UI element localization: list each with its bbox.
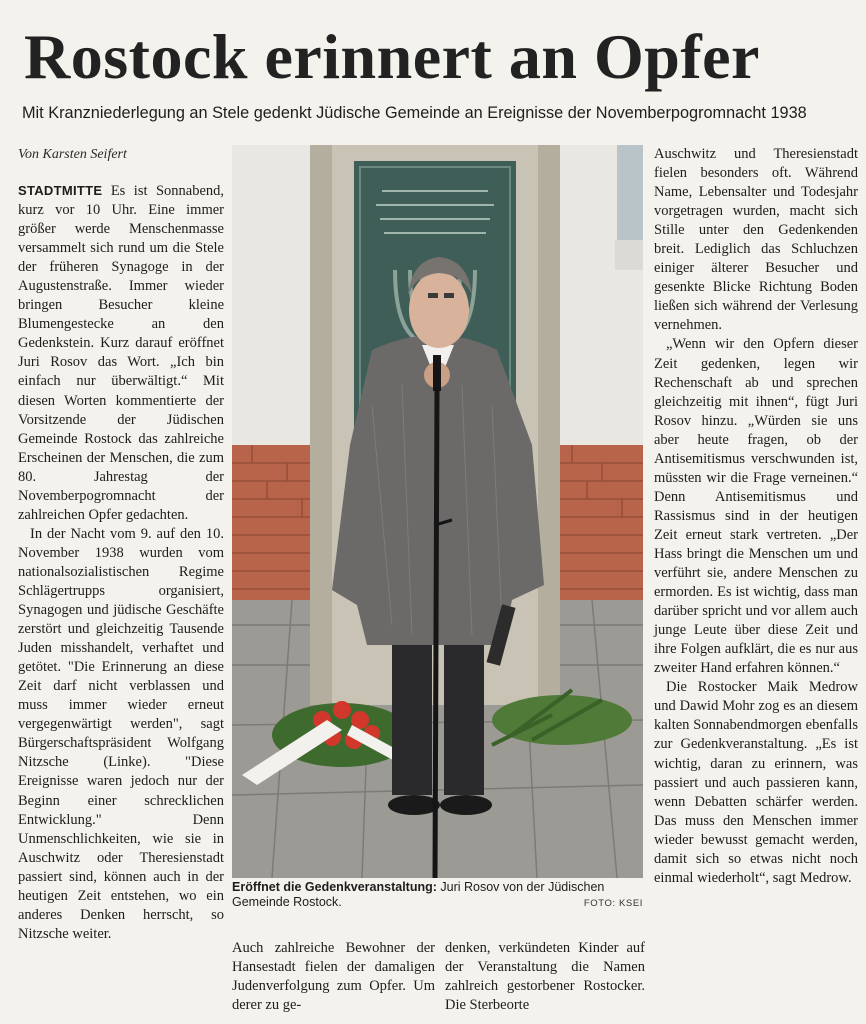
dateline: STADTMITTE	[18, 183, 103, 198]
article-column-3	[445, 939, 645, 1015]
photo-credit: FOTO: KSEI	[583, 898, 643, 909]
paragraph: Auschwitz und Theresienstadt fielen besonders oft. Während Name, Lebensalter und Todesjahr vorgetragen wurden, macht sich Stille unter den Gedenkenden breit. Lediglich das Schluchzen einiger älterer Besucher und gesenkte Blicke Richtung Boden ließen sich während der Verlesung vernehmen.	[654, 146, 858, 334]
article-column-4	[654, 145, 858, 888]
paragraph: Es ist Sonnabend, kurz vor 10 Uhr. Eine immer größer werde Menschenmasse versammelt sich rund um die Stele der früheren Synagoge in der Augustenstraße. Immer wieder bringen Besucher kleine Blumengestecke an den Gedenkstein. Kurz darauf eröffnet Juri Rosov das Wort. „Ich bin einfach nur überwältigt.“ Mit diesen Worten kommentierte der Vorsitzende der Jüdischen Gemeinde Rostock das zahlreiche Erscheinen der Menschen, die zum 80. Jahrestag der Novemberpogromnacht der zahlreichen Opfer gedachten.	[18, 183, 225, 523]
paragraph: In der Nacht vom 9. auf den 10. November 1938 wurden vom nationalsozialistischen Regime Schlägertrupps organisiert, Synagogen und jüdische Geschäfte zerstört und gleichzeitig Tausende Juden misshandelt, verhaftet und getötet. "Die Erinnerung an diese Zeit darf nicht verblassen und muss immer wieder erneut vergegenwärtigt werden", sagt Bürgerschaftspräsident Wolfgang Nitzsche (Linke). "Diese Ereignisse waren jedoch nur der Beginn einer schrecklichen Entwicklung." Denn Unmenschlichkeiten, wie sie in Auschwitz oder Theresienstadt passiert sind, können auch in der heutigen Zeit entstehen, wo ein anderes Denken herrscht, so Nitzsche weiter.	[18, 525, 224, 942]
caption-label: Eröffnet die Gedenkveranstaltung:	[232, 880, 437, 894]
paragraph: „Wenn wir den Opfern dieser Zeit gedenken, legen wir Rechenschaft ab und sprechen gleichzeitig mit ihnen“, fügt Juri Rosov hinzu. „Würden sie uns aber heute fragen, ob der Antisemitismus verschwunden ist, müssten wir die Frage verneinen.“ Denn Antisemitismus und Rassismus sind in der heutigen Zeit erneut stark vertreten. „Der Hass bringt die Menschen um und verführt sie, andere Menschen zu ermorden. Es ist wichtig, dass man darüber spricht und vor allem auch junge Leute über diese Zeit und ihre Folgen aufklärt, die es nur aus zweiter Hand erfahren können.“	[654, 336, 858, 677]
paragraph: Die Rostocker Maik Medrow und Dawid Mohr zog es an diesem kalten Sonnabendmorgen ebenfalls zur Gedenkveranstaltung. „Es ist wichtig, daran zu erinnern, was passiert und auch passieren kann, wenn Debatten schärfer werden. Das muss den Menschen immer wieder bewusst gemacht werden, damit sich so etwas nicht noch einmal wiederholt“, sagt Medrow.	[654, 679, 858, 886]
paragraph: Auch zahlreiche Bewohner der Hansestadt fielen der damaligen Judenverfolgung zum Opfer. Um derer zu ge-	[232, 940, 435, 1014]
article-column-1	[18, 181, 224, 944]
article-column-2	[232, 939, 435, 1015]
article-photo	[232, 145, 643, 878]
subheadline: Mit Kranzniederlegung an Stele gedenkt Jüdische Gemeinde an Ereignisse der Novemberpogromnacht 1938	[22, 104, 807, 122]
headline: Rostock erinnert an Opfer	[24, 21, 760, 92]
paragraph: denken, verkündeten Kinder auf der Veranstaltung die Namen zahlreich gestorbener Rostocker. Die Sterbeorte	[445, 940, 645, 1014]
byline: Von Karsten Seifert	[18, 147, 127, 162]
caption-text: Juri Rosov von der Jüdischen Gemeinde Rostock.	[232, 880, 605, 909]
